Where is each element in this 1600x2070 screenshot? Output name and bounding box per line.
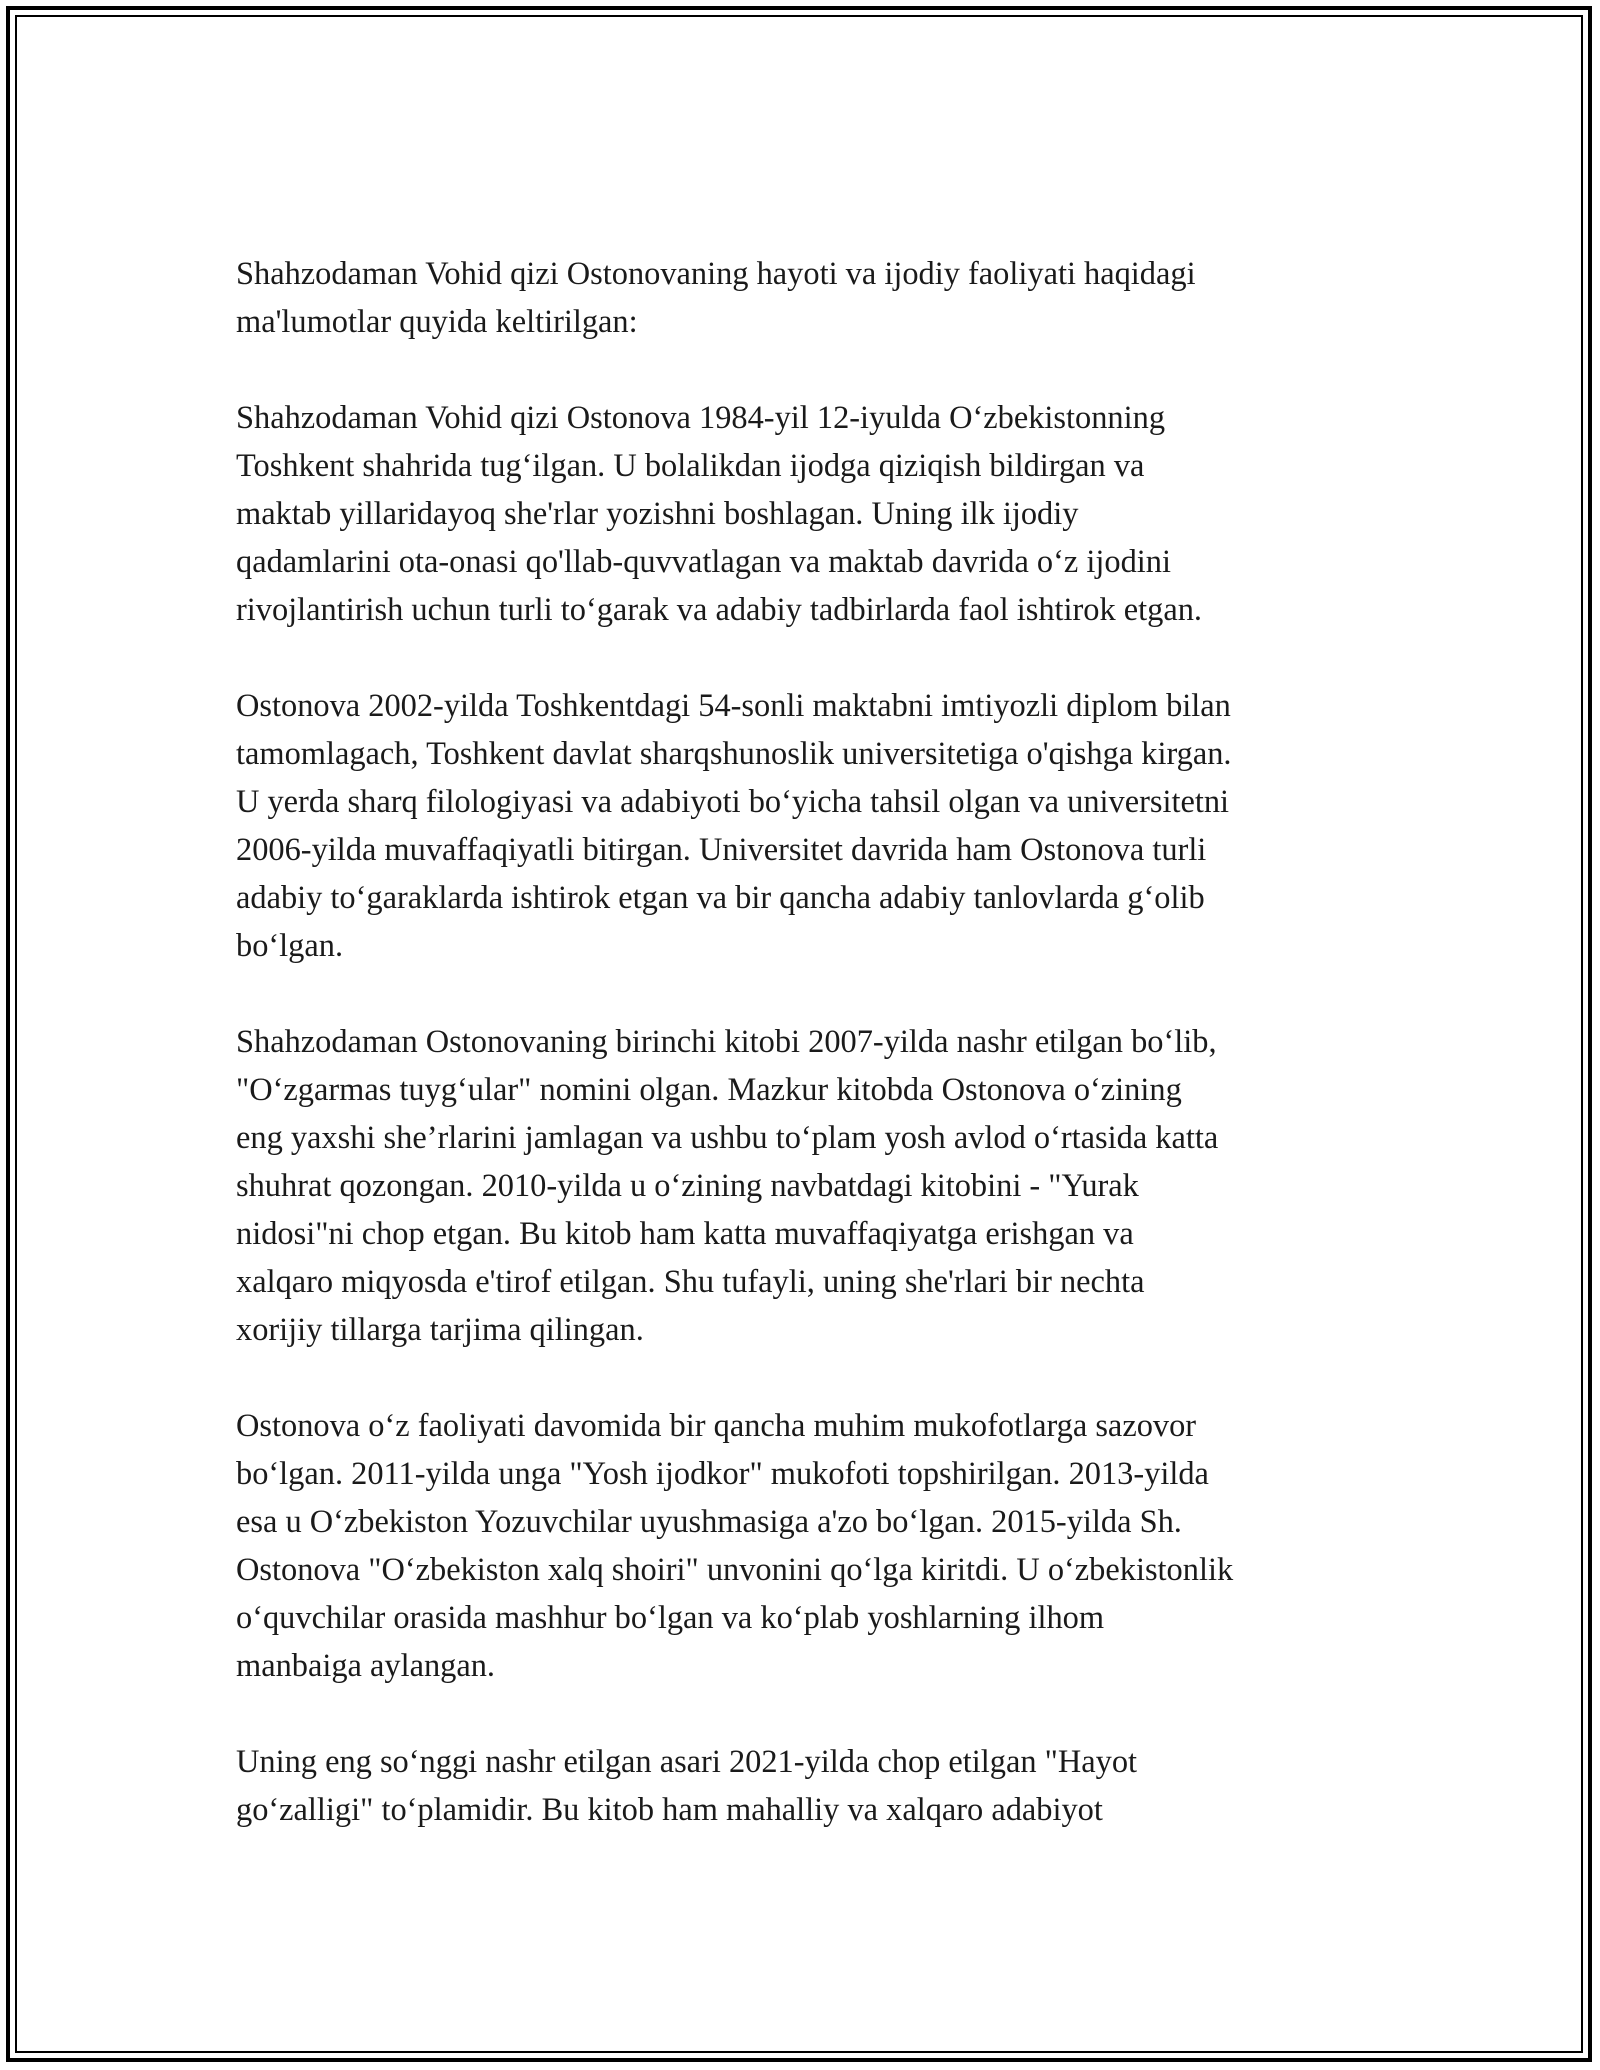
text-line: esa u O‘zbekiston Yozuvchilar uyushmasiga a'zo bo‘lgan. 2015-yilda Sh.: [236, 1504, 1182, 1540]
text-line: eng yaxshi she’rlarini jamlagan va ushbu to‘plam yosh avlod o‘rtasida katta: [236, 1120, 1219, 1156]
text-line: bo‘lgan.: [236, 928, 344, 964]
paragraph-education: [236, 682, 1376, 970]
text-line: Ostonova o‘z faoliyati davomida bir qancha muhim mukofotlarga sazovor: [236, 1408, 1197, 1444]
text-line: Ostonova 2002-yilda Toshkentdagi 54-sonli maktabni imtiyozli diplom bilan: [236, 688, 1231, 724]
text-line: Shahzodaman Ostonovaning birinchi kitobi 2007-yilda nashr etilgan bo‘lib,: [236, 1024, 1217, 1060]
text-line: rivojlantirish uchun turli to‘garak va adabiy tadbirlarda faol ishtirok etgan.: [236, 592, 1203, 628]
text-line: Shahzodaman Vohid qizi Ostonovaning hayoti va ijodiy faoliyati haqidagi: [236, 256, 1196, 292]
paragraph-awards: [236, 1402, 1376, 1690]
paragraph-latest-work: [236, 1738, 1376, 1834]
text-line: bo‘lgan. 2011-yilda unga "Yosh ijodkor" mukofoti topshirilgan. 2013-yilda: [236, 1456, 1209, 1492]
text-line: adabiy to‘garaklarda ishtirok etgan va bir qancha adabiy tanlovlarda g‘olib: [236, 880, 1205, 916]
text-line: go‘zalligi" to‘plamidir. Bu kitob ham mahalliy va xalqaro adabiyot: [236, 1792, 1103, 1828]
text-line: 2006-yilda muvaffaqiyatli bitirgan. Universitet davrida ham Ostonova turli: [236, 832, 1207, 868]
text-line: xorijiy tillarga tarjima qilingan.: [236, 1312, 644, 1348]
text-line: ma'lumotlar quyida keltirilgan:: [236, 304, 638, 340]
paragraph-first-book: [236, 1018, 1376, 1354]
text-line: "O‘zgarmas tuyg‘ular" nomini olgan. Mazkur kitobda Ostonova o‘zining: [236, 1072, 1182, 1108]
text-line: maktab yillaridayoq she'rlar yozishni boshlagan. Uning ilk ijodiy: [236, 496, 1079, 532]
document-body: [236, 250, 1376, 1882]
text-line: Toshkent shahrida tug‘ilgan. U bolalikdan ijodga qiziqish bildirgan va: [236, 448, 1145, 484]
paragraph-birth: [236, 394, 1376, 634]
text-line: nidosi"ni chop etgan. Bu kitob ham katta muvaffaqiyatga erishgan va: [236, 1216, 1134, 1252]
text-line: U yerda sharq filologiyasi va adabiyoti bo‘yicha tahsil olgan va universitetni: [236, 784, 1230, 820]
text-line: o‘quvchilar orasida mashhur bo‘lgan va ko‘plab yoshlarning ilhom: [236, 1600, 1105, 1636]
text-line: manbaiga aylangan.: [236, 1648, 496, 1684]
text-line: Uning eng so‘nggi nashr etilgan asari 2021-yilda chop etilgan "Hayot: [236, 1744, 1138, 1780]
text-line: Ostonova "O‘zbekiston xalq shoiri" unvonini qo‘lga kiritdi. U o‘zbekistonlik: [236, 1552, 1234, 1588]
paragraph-intro: [236, 250, 1376, 346]
text-line: xalqaro miqyosda e'tirof etilgan. Shu tufayli, uning she'rlari bir nechta: [236, 1264, 1145, 1300]
text-line: shuhrat qozongan. 2010-yilda u o‘zining navbatdagi kitobini - "Yurak: [236, 1168, 1139, 1204]
text-line: qadamlarini ota-onasi qo'llab-quvvatlagan va maktab davrida o‘z ijodini: [236, 544, 1171, 580]
text-line: tamomlagach, Toshkent davlat sharqshunoslik universitetiga o'qishga kirgan.: [236, 736, 1232, 772]
text-line: Shahzodaman Vohid qizi Ostonova 1984-yil 12-iyulda O‘zbekistonning: [236, 400, 1166, 436]
